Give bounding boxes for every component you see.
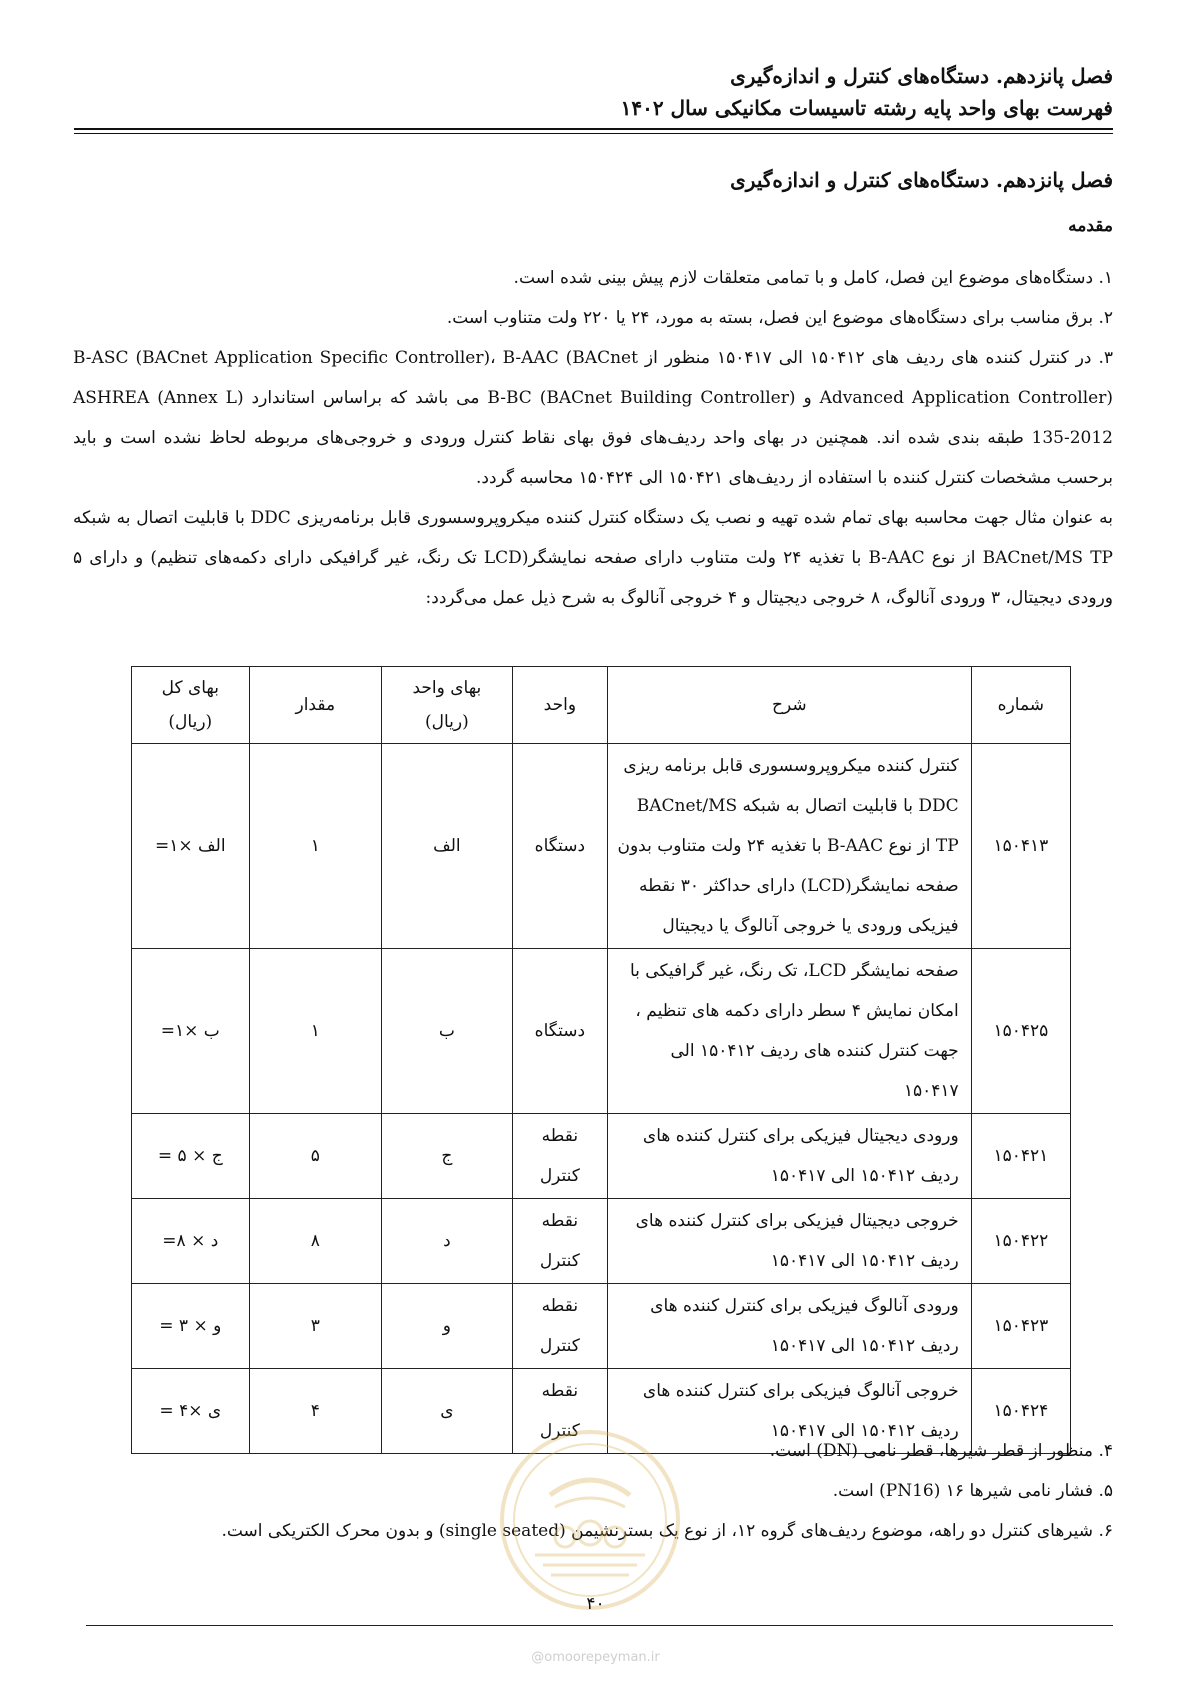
cell-qty: ۳	[249, 1284, 381, 1369]
header-rule-thick	[74, 128, 1113, 130]
cell-qty: ۱	[249, 949, 381, 1114]
cell-unit-price: الف	[381, 744, 512, 949]
cell-no: ۱۵۰۴۲۳	[971, 1284, 1070, 1369]
table-row	[132, 744, 1071, 949]
table-header-row	[132, 667, 1071, 744]
cell-no: ۱۵۰۴۲۱	[971, 1114, 1070, 1199]
cell-desc: خروجی آنالوگ فیزیکی برای کنترل کننده های ردیف ۱۵۰۴۱۲ الی ۱۵۰۴۱۷	[608, 1369, 972, 1454]
cell-unit: نقطه کنترل	[512, 1369, 607, 1454]
cell-unit: دستگاه	[512, 949, 607, 1114]
cell-desc: صفحه نمایشگر LCD، تک رنگ، غیر گرافیکی با امکان نمایش ۴ سطر دارای دکمه های تنظیم ، جهت کنترل کننده های ردیف ۱۵۰۴۱۲ الی ۱۵۰۴۱۷	[608, 949, 972, 1114]
cell-no: ۱۵۰۴۲۴	[971, 1369, 1070, 1454]
cell-total: ی ×۴ =	[132, 1369, 250, 1454]
cell-unit-price: ی	[381, 1369, 512, 1454]
note-6: ۶. شیرهای کنترل دو راهه، موضوع ردیف‌های گروه ۱۲، از نوع یک بسترنشیمن (single seated) و بدون محرک الکتریکی است.	[221, 1521, 1113, 1541]
cell-unit-price: ب	[381, 949, 512, 1114]
cell-total: د × ۸=	[132, 1199, 250, 1284]
cell-desc: ورودی آنالوگ فیزیکی برای کنترل کننده های ردیف ۱۵۰۴۱۲ الی ۱۵۰۴۱۷	[608, 1284, 972, 1369]
table-row	[132, 1284, 1071, 1369]
cell-no: ۱۵۰۴۲۲	[971, 1199, 1070, 1284]
paragraph-2: ۲. برق مناسب برای دستگاه‌های موضوع این فصل، بسته به مورد، ۲۴ یا ۲۲۰ ولت متناوب است.	[446, 308, 1113, 328]
header-unit: واحد	[512, 667, 607, 744]
cell-total: الف ×۱=	[132, 744, 250, 949]
footer-rule	[86, 1625, 1113, 1626]
cell-unit: نقطه کنترل	[512, 1114, 607, 1199]
watermark-url: @omoorepeyman.ir	[531, 1650, 660, 1665]
cell-desc: خروجی دیجیتال فیزیکی برای کنترل کننده های ردیف ۱۵۰۴۱۲ الی ۱۵۰۴۱۷	[608, 1199, 972, 1284]
cell-qty: ۵	[249, 1114, 381, 1199]
header-total: بهای کل (ریال)	[132, 667, 250, 744]
cell-unit: دستگاه	[512, 744, 607, 949]
cell-total: ج × ۵ =	[132, 1114, 250, 1199]
running-header	[73, 60, 1113, 124]
seal-watermark-icon	[495, 1425, 685, 1615]
paragraph-4: به عنوان مثال جهت محاسبه بهای تمام شده تهیه و نصب یک دستگاه کنترل کننده میکروپروسسوری قابل برنامه‌ریزی DDC با قابلیت اتصال به شبکه BACnet/MS TP از نوع B-AAC با تغذیه ۲۴ ولت متناوب دارای صفحه نمایشگر(LCD تک رنگ، غیر گرافیکی دارای دکمه‌های تنظیم) و دارای ۵ ورودی دیجیتال، ۳ ورودی آنالوگ، ۸ خروجی دیجیتال و ۴ خروجی آنالوگ به شرح ذیل عمل می‌گردد:	[73, 508, 1113, 608]
table-row	[132, 1199, 1071, 1284]
cell-desc: کنترل کننده میکروپروسسوری قابل برنامه ریزی DDC با قابلیت اتصال به شبکه BACnet/MS TP از نوع B-AAC با تغذیه ۲۴ ولت متناوب بدون صفحه نمایشگر(LCD) دارای حداکثر ۳۰ نقطه فیزیکی ورودی یا خروجی آنالوگ یا دیجیتال	[608, 744, 972, 949]
section-title: فصل پانزدهم. دستگاه‌های کنترل و اندازه‌گیری	[730, 168, 1113, 192]
cell-qty: ۸	[249, 1199, 381, 1284]
cell-no: ۱۵۰۴۱۳	[971, 744, 1070, 949]
header-rule-thin	[74, 133, 1113, 134]
cell-total: ب ×۱=	[132, 949, 250, 1114]
cell-no: ۱۵۰۴۲۵	[971, 949, 1070, 1114]
header-no: شماره	[971, 667, 1070, 744]
price-table	[131, 666, 1071, 1454]
cell-desc: ورودی دیجیتال فیزیکی برای کنترل کننده های ردیف ۱۵۰۴۱۲ الی ۱۵۰۴۱۷	[608, 1114, 972, 1199]
header-document-title: فهرست بهای واحد پایه رشته تاسیسات مکانیکی سال ۱۴۰۲	[620, 96, 1113, 120]
note-5: ۵. فشار نامی شیرها ۱۶ (PN16) است.	[832, 1481, 1113, 1501]
table-row	[132, 949, 1071, 1114]
note-4: ۴. منظور از قطر شیرها، قطر نامی (DN) است.	[769, 1441, 1113, 1461]
header-chapter-title: فصل پانزدهم. دستگاه‌های کنترل و اندازه‌گیری	[730, 64, 1113, 88]
cell-qty: ۱	[249, 744, 381, 949]
header-desc: شرح	[608, 667, 972, 744]
cell-unit: نقطه کنترل	[512, 1199, 607, 1284]
cell-unit-price: ج	[381, 1114, 512, 1199]
header-qty: مقدار	[249, 667, 381, 744]
page-number: ۴۰	[586, 1594, 605, 1614]
paragraph-3: ۳. در کنترل کننده های ردیف های ۱۵۰۴۱۲ الی ۱۵۰۴۱۷ منظور از B-ASC (BACnet Application Specific Controller)، B-AAC (BACnet Advanced Application Controller) و B-BC (BACnet Building Controller) می باشد که براساس استاندارد (Annex L) ASHREA 135-2012 طبقه بندی شده اند. همچنین در بهای واحد ردیف‌های فوق بهای نقاط کنترل ورودی و خروجی‌های مربوطه لحاظ نشده است و باید برحسب مشخصات کنترل کننده با استفاده از ردیف‌های ۱۵۰۴۲۱ الی ۱۵۰۴۲۴ محاسبه گردد.	[73, 348, 1114, 488]
cell-qty: ۴	[249, 1369, 381, 1454]
header-unit-price: بهای واحد (ریال)	[381, 667, 512, 744]
cell-unit-price: د	[381, 1199, 512, 1284]
table-row	[132, 1114, 1071, 1199]
intro-heading: مقدمه	[1068, 216, 1113, 236]
intro-body	[73, 258, 1113, 618]
paragraph-1: ۱. دستگاه‌های موضوع این فصل، کامل و با تمامی متعلقات لازم پیش بینی شده است.	[513, 268, 1113, 288]
cell-total: و × ۳ =	[132, 1284, 250, 1369]
cell-unit-price: و	[381, 1284, 512, 1369]
cell-unit: نقطه کنترل	[512, 1284, 607, 1369]
